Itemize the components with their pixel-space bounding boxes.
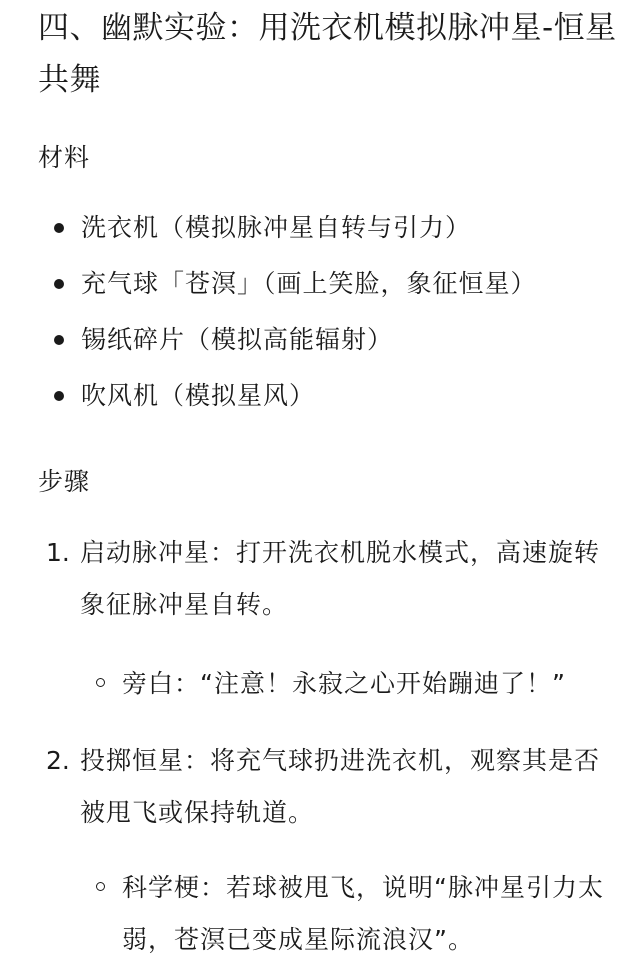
bullet-icon bbox=[54, 335, 64, 345]
list-item-text: 充气球「苍溟」（画上笑脸，象征恒星） bbox=[81, 269, 537, 298]
step-item bbox=[46, 527, 616, 631]
step-note-text: 旁白：“注意！永寂之心开始蹦迪了！” bbox=[122, 669, 566, 698]
hollow-bullet-icon bbox=[96, 678, 105, 687]
step-text: 启动脉冲星：打开洗衣机脱水模式，高速旋转象征脉冲星自转。 bbox=[80, 538, 601, 619]
list-item bbox=[54, 378, 315, 414]
step-note bbox=[96, 862, 616, 966]
materials-label: 材料 bbox=[38, 143, 91, 172]
list-item-text: 吹风机（模拟星风） bbox=[81, 381, 316, 410]
list-item-text: 洗衣机（模拟脉冲星自转与引力） bbox=[81, 213, 472, 242]
step-note bbox=[96, 658, 616, 710]
section-heading: 四、幽默实验：用洗衣机模拟脉冲星-恒星共舞 bbox=[38, 10, 617, 98]
list-item bbox=[54, 266, 537, 302]
list-item bbox=[54, 210, 471, 246]
step-number: 1. bbox=[46, 538, 70, 567]
step-text: 投掷恒星：将充气球扔进洗衣机，观察其是否被甩飞或保持轨道。 bbox=[80, 746, 601, 827]
bullet-icon bbox=[54, 279, 64, 289]
list-item bbox=[54, 322, 393, 358]
hollow-bullet-icon bbox=[96, 882, 105, 891]
steps-label: 步骤 bbox=[38, 467, 91, 496]
step-item bbox=[46, 735, 616, 839]
step-note-text: 科学梗：若球被甩飞，说明“脉冲星引力太弱，苍溟已变成星际流浪汉”。 bbox=[122, 873, 604, 954]
bullet-icon bbox=[54, 223, 64, 233]
step-number: 2. bbox=[46, 746, 70, 775]
list-item-text: 锡纸碎片（模拟高能辐射） bbox=[81, 325, 394, 354]
bullet-icon bbox=[54, 391, 64, 401]
